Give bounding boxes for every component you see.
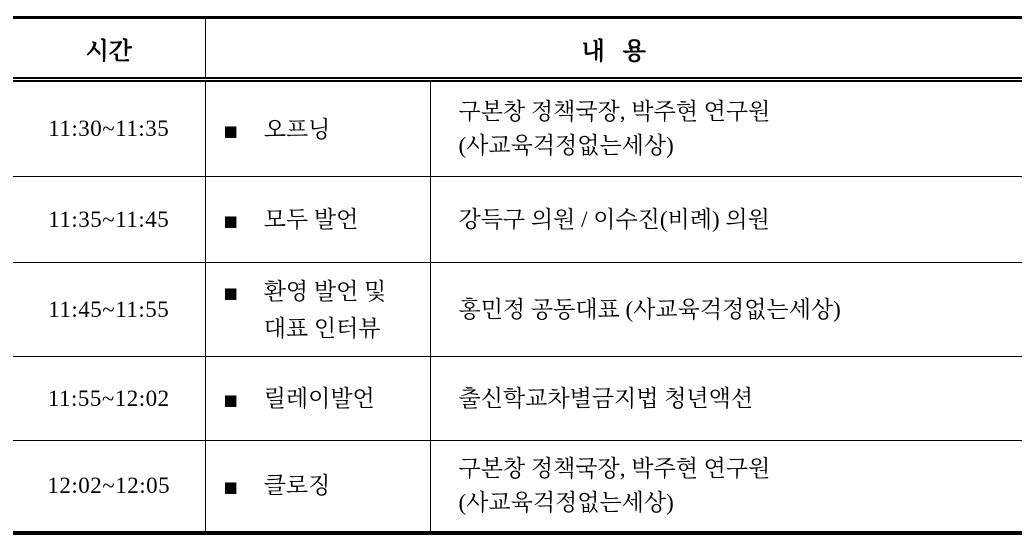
schedule-table [13,16,1022,535]
time-cell: 11:45~11:55 [13,263,205,357]
agenda-item-text: 릴레이발언 [263,386,375,411]
agenda-item-text: 환영 발언 및 대표 인터뷰 [263,278,387,341]
bullet-square-icon: ■ [223,478,238,497]
detail-cell [430,80,1022,177]
table-row [13,177,1022,263]
agenda-item-cell [205,263,430,357]
detail-line: 구본창 정책국장, 박주현 연구원 [458,455,771,481]
time-cell: 12:02~12:05 [13,441,205,533]
bullet-square-icon: ■ [223,121,238,140]
detail-cell [430,357,1022,441]
table-row [13,263,1022,357]
table-row [13,441,1022,533]
agenda-item-cell [205,357,430,441]
time-cell: 11:30~11:35 [13,80,205,177]
detail-line: 강득구 의원 / 이수진(비례) 의원 [458,206,770,232]
detail-line: 구본창 정책국장, 박주현 연구원 [458,99,771,124]
agenda-item-text: 오프닝 [263,116,331,142]
header-content: 내 용 [205,18,1022,80]
table-row [13,80,1022,177]
detail-line: (사교육걱정없는세상) [458,489,674,515]
detail-cell [430,263,1022,357]
agenda-item-cell [205,80,430,177]
agenda-item-cell [205,441,430,533]
agenda-item-cell [205,177,430,263]
detail-line: 출신학교차별금지법 청년액션 [458,385,754,411]
detail-cell [430,441,1022,533]
agenda-item-text: 모두 발언 [263,207,359,232]
agenda-item-text: 클로징 [263,473,331,499]
detail-line: 홍민정 공동대표 (사교육걱정없는세상) [458,296,841,322]
detail-cell [430,177,1022,263]
time-cell: 11:55~12:02 [13,357,205,441]
table-row [13,357,1022,441]
time-cell: 11:35~11:45 [13,177,205,263]
bullet-square-icon: ■ [223,283,238,302]
detail-line: (사교육걱정없는세상) [458,133,674,158]
header-row [13,18,1022,80]
bullet-square-icon: ■ [223,212,238,230]
header-time: 시간 [13,18,205,80]
bullet-square-icon: ■ [223,391,238,409]
